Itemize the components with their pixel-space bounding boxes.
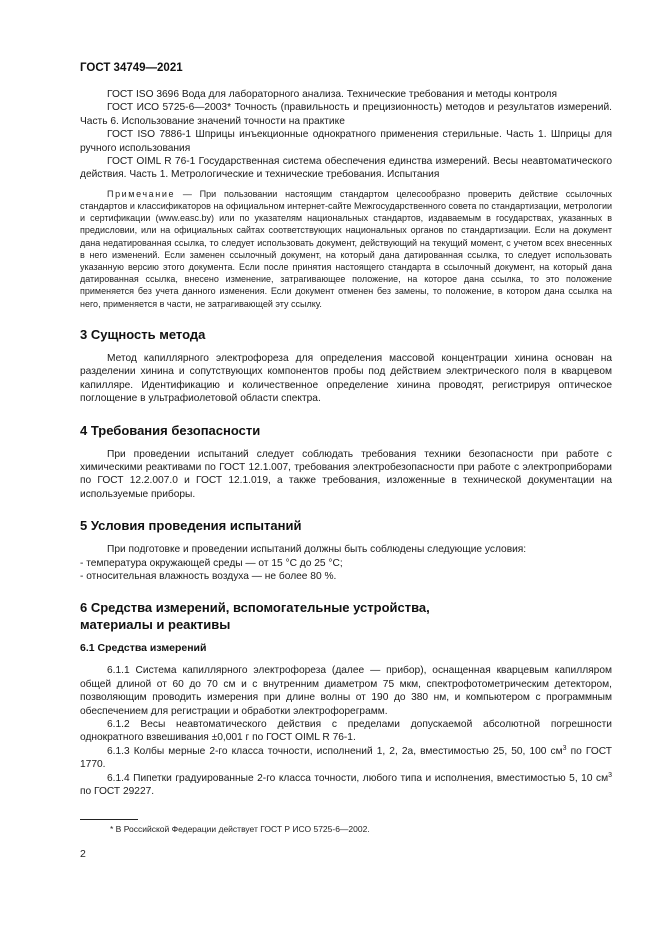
note-label: Примечание — [107, 188, 176, 199]
para-6-1-3-text: 6.1.3 Колбы мерные 2-го класса точности, исполнений 1, 2, 2а, вместимостью 25, 50, 100 см — [107, 745, 563, 757]
ref-oiml-r76-1: ГОСТ OIML R 76-1 Государственная система обеспечения единства измерений. Весы неавтоматического действия. Часть 1. Метрологические и технические требования. Испытания — [80, 156, 612, 181]
section-6-title-line2: материалы и реактивы — [80, 617, 231, 633]
section-4-title: 4 Требования безопасности — [80, 422, 261, 438]
superscript-3: 3 — [562, 744, 567, 752]
para-6-1-1: 6.1.1 Система капиллярного электрофореза (далее — прибор), оснащенная кварцевым капилляром общей длиной от 60 до 70 см и с внутренним диаметром 75 мкм, спектрофотометрическим детектором, позволяющим проводить измерения при длине волны от 190 до 380 нм, и компьютером с программным обеспечением для регистрации и обработки электрофореграмм. — [80, 665, 612, 717]
section-5-title: 5 Условия проведения испытаний — [80, 518, 302, 534]
para-6-1-3-tail: по ГОСТ 1770. — [80, 745, 612, 771]
note-paragraph — [80, 188, 612, 310]
ref-iso-5725-6: ГОСТ ИСО 5725-6—2003* Точность (правильность и прецизионность) методов и результатов измерений. Часть 6. Использование значений точности на практике — [80, 102, 612, 127]
para-6-1-4-text: 6.1.4 Пипетки градуированные 2-го класса точности, любого типа и исполнения, вместимостью 5, 10 см — [107, 772, 609, 784]
para-6-1-4-tail: по ГОСТ 29227. — [80, 786, 155, 797]
section-3-title: 3 Сущность метода — [80, 326, 206, 342]
para-6-1-4 — [80, 772, 612, 799]
superscript-3: 3 — [608, 771, 612, 779]
footnote: * В Российской Федерации действует ГОСТ Р ИСО 5725-6—2002. — [110, 824, 370, 834]
section-3-text: Метод капиллярного электрофореза для определения массовой концентрации хинина основан на разделении хинина и сопутствующих компонентов пробы под действием электрического поля в кварцевом капилляре. Идентификацию и количественное определение хинина проводят, регистрируя оптическое поглощение в ультрафиолетовой области спектра. — [80, 352, 612, 405]
section-6-title — [80, 599, 612, 633]
condition-humidity: - относительная влажность воздуха — не более 80 %. — [80, 570, 337, 582]
page-content — [80, 88, 612, 798]
para-6-1-3 — [80, 745, 612, 772]
note-text: — При пользовании настоящим стандартом целесообразно проверить действие ссылочных стандартов и классификаторов на официальном интернет-сайте Межгосударственного совета по стандартизации, метрологии и сертификации (www.easc.by) или по указателям национальных стандартов, издаваемым в государствах, указанных в предисловии, или на официальных сайтах соответствующих национальных органов по стандартизации. Если на документ дана недатированная ссылка, то следует использовать документ, действующий на текущий момент, с учетом всех внесенных в него изменений. Если заменен ссылочный документ, на который дана датированная ссылка, то следует использовать указанную версию этого документа. Если после принятия настоящего стандарта в ссылочный документ, на который дана датированная ссылка, внесено изменение, затрагивающее положение, на которое дана ссылка, то это положение применяется без учета данного изменения. Если документ отменен без замены, то положение, в котором дана ссылка на него, применяется в части, не затрагивающей эту ссылку. — [80, 188, 612, 309]
subsection-6-1-title: 6.1 Средства измерений — [80, 642, 207, 655]
para-6-1-2: 6.1.2 Весы неавтоматического действия с пределами допускаемой абсолютной погрешности однократного взвешивания ±0,001 г по ГОСТ OIML R 76-1. — [80, 718, 612, 744]
footnote-divider — [80, 819, 138, 820]
page-number: 2 — [80, 848, 86, 860]
ref-iso-7886-1: ГОСТ ISO 7886-1 Шприцы инъекционные однократного применения стерильные. Часть 1. Шприцы для ручного использования — [80, 129, 612, 154]
condition-temperature: - температура окружающей среды — от 15 °С до 25 °С; — [80, 557, 343, 569]
document-header: ГОСТ 34749—2021 — [80, 62, 183, 74]
section-5-intro: При подготовке и проведении испытаний должны быть соблюдены следующие условия: — [107, 544, 527, 556]
ref-iso-3696: ГОСТ ISO 3696 Вода для лабораторного анализа. Технические требования и методы контроля — [107, 89, 557, 100]
section-4-text: При проведении испытаний следует соблюдать требования техники безопасности при работе с химическими реактивами по ГОСТ 12.1.007, требования электробезопасности при работе с электроприборами по ГОСТ 12.2.007.0 и ГОСТ 12.1.019, а также требования, изложенные в технической документации на используемые приборы. — [80, 448, 612, 500]
section-6-title-line1: 6 Средства измерений, вспомогательные устройства, — [80, 600, 430, 616]
